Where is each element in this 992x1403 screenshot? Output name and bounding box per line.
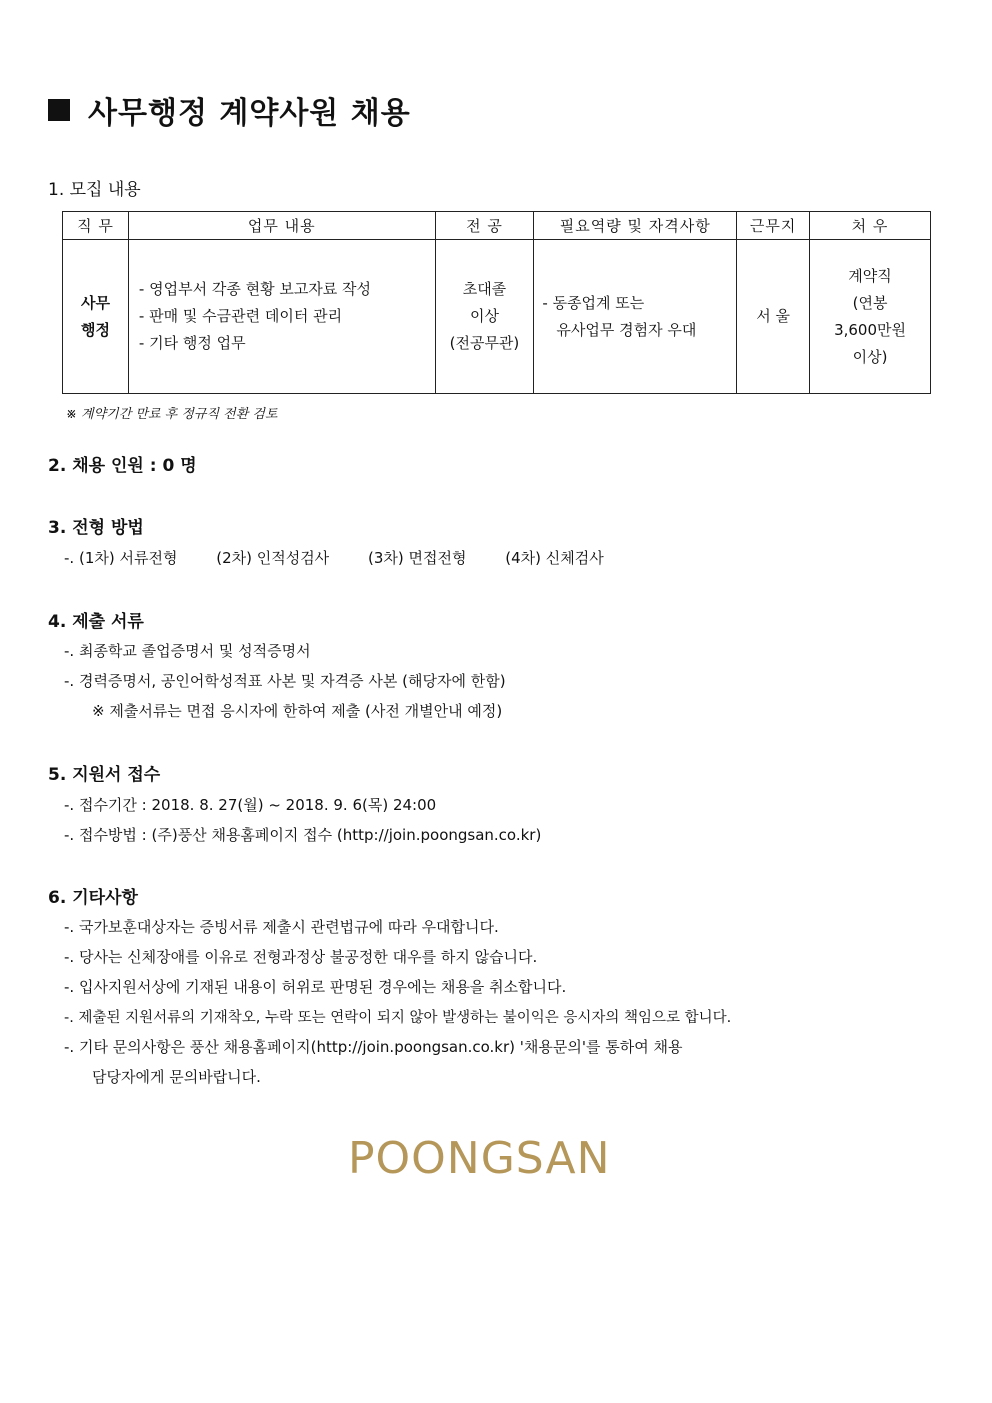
requirement-line: 유사업무 경험자 우대 (556, 320, 697, 339)
duty-line: - 영업부서 각종 현황 보고자료 작성 (138, 280, 372, 298)
table-note: ※ 계약기간 만료 후 정규직 전환 검토 (66, 407, 278, 422)
section-2-heading: 2. 채용 인원 : 0 명 (48, 456, 197, 476)
compensation-line: (연봉 (852, 293, 888, 312)
selection-steps (64, 547, 604, 568)
major-line: 초대졸 (462, 280, 507, 298)
recruit-table (62, 211, 931, 394)
documents-note: ※ 제출서류는 면접 응시자에 한하여 제출 (사전 개별안내 예정) (92, 702, 503, 720)
list-item-continuation: 담당자에게 문의바랍니다. (92, 1068, 261, 1086)
compensation-line: 계약직 (848, 266, 892, 285)
header-cell-job: 직 무 (63, 212, 129, 240)
header-cell-duties: 업무 내용 (128, 212, 435, 240)
step-item: (1차) 서류전형 (78, 549, 178, 567)
major-line: (전공무관) (449, 334, 520, 352)
header-cell-compensation: 처 우 (810, 212, 931, 240)
header-cell-major: 전 공 (435, 212, 534, 240)
page-title (48, 88, 411, 132)
job-line: 행정 (80, 320, 110, 339)
list-item: -. 국가보훈대상자는 증빙서류 제출시 관련법규에 따라 우대합니다. (64, 918, 499, 936)
list-item: -. 제출된 지원서류의 기재착오, 누락 또는 연락이 되지 않아 발생하는 불이익은 응시자의 책임으로 합니다. (64, 1010, 732, 1026)
poongsan-logo: POONGSAN (348, 1133, 611, 1184)
section-4-heading: 4. 제출 서류 (48, 612, 144, 632)
table-header-row (63, 212, 931, 240)
section-6-heading: 6. 기타사항 (48, 888, 138, 908)
section-5-heading: 5. 지원서 접수 (48, 765, 161, 785)
duty-line: - 기타 행정 업무 (138, 334, 246, 352)
step-item: (4차) 신체검사 (505, 549, 604, 567)
black-square-icon (48, 99, 70, 121)
list-item: -. 입사지원서상에 기재된 내용이 허위로 판명된 경우에는 채용을 취소합니다. (64, 978, 567, 996)
header-cell-requirements: 필요역량 및 자격사항 (534, 212, 737, 240)
compensation-cell (810, 240, 931, 394)
list-item: -. 접수기간 : 2018. 8. 27(월) ~ 2018. 9. 6(목) 24:00 (64, 796, 437, 814)
job-cell (63, 240, 129, 394)
compensation-line: 이상) (852, 347, 888, 366)
compensation-line: 3,600만원 (834, 320, 906, 339)
section-1-heading: 1. 모집 내용 (48, 180, 141, 200)
major-cell (435, 240, 534, 394)
list-item: -. 최종학교 졸업증명서 및 성적증명서 (64, 642, 311, 660)
section-3-heading: 3. 전형 방법 (48, 518, 144, 538)
major-line: 이상 (469, 307, 499, 325)
requirement-line: - 동종업계 또는 (542, 293, 645, 312)
steps-prefix: -. (64, 549, 75, 567)
duties-cell (128, 240, 435, 394)
list-item: -. 접수방법 : (주)풍산 채용홈페이지 접수 (http://join.poongsan.co.kr) (64, 826, 542, 844)
table-row (63, 240, 931, 394)
list-item: -. 기타 문의사항은 풍산 채용홈페이지(http://join.poongsan.co.kr) '채용문의'를 통하여 채용 (64, 1038, 683, 1056)
header-cell-location: 근무지 (737, 212, 810, 240)
location-cell: 서 울 (737, 240, 810, 394)
list-item: -. 당사는 신체장애를 이유로 전형과정상 불공정한 대우를 하지 않습니다. (64, 948, 538, 966)
step-item: (3차) 면접전형 (367, 549, 467, 567)
job-line: 사무 (80, 293, 110, 312)
step-item: (2차) 인적성검사 (216, 549, 330, 567)
duty-line: - 판매 및 수금관련 데이터 관리 (138, 307, 343, 325)
list-item: -. 경력증명서, 공인어학성적표 사본 및 자격증 사본 (해당자에 한함) (64, 672, 506, 690)
page-title-text: 사무행정 계약사원 채용 (88, 96, 411, 131)
requirements-cell (534, 240, 737, 394)
